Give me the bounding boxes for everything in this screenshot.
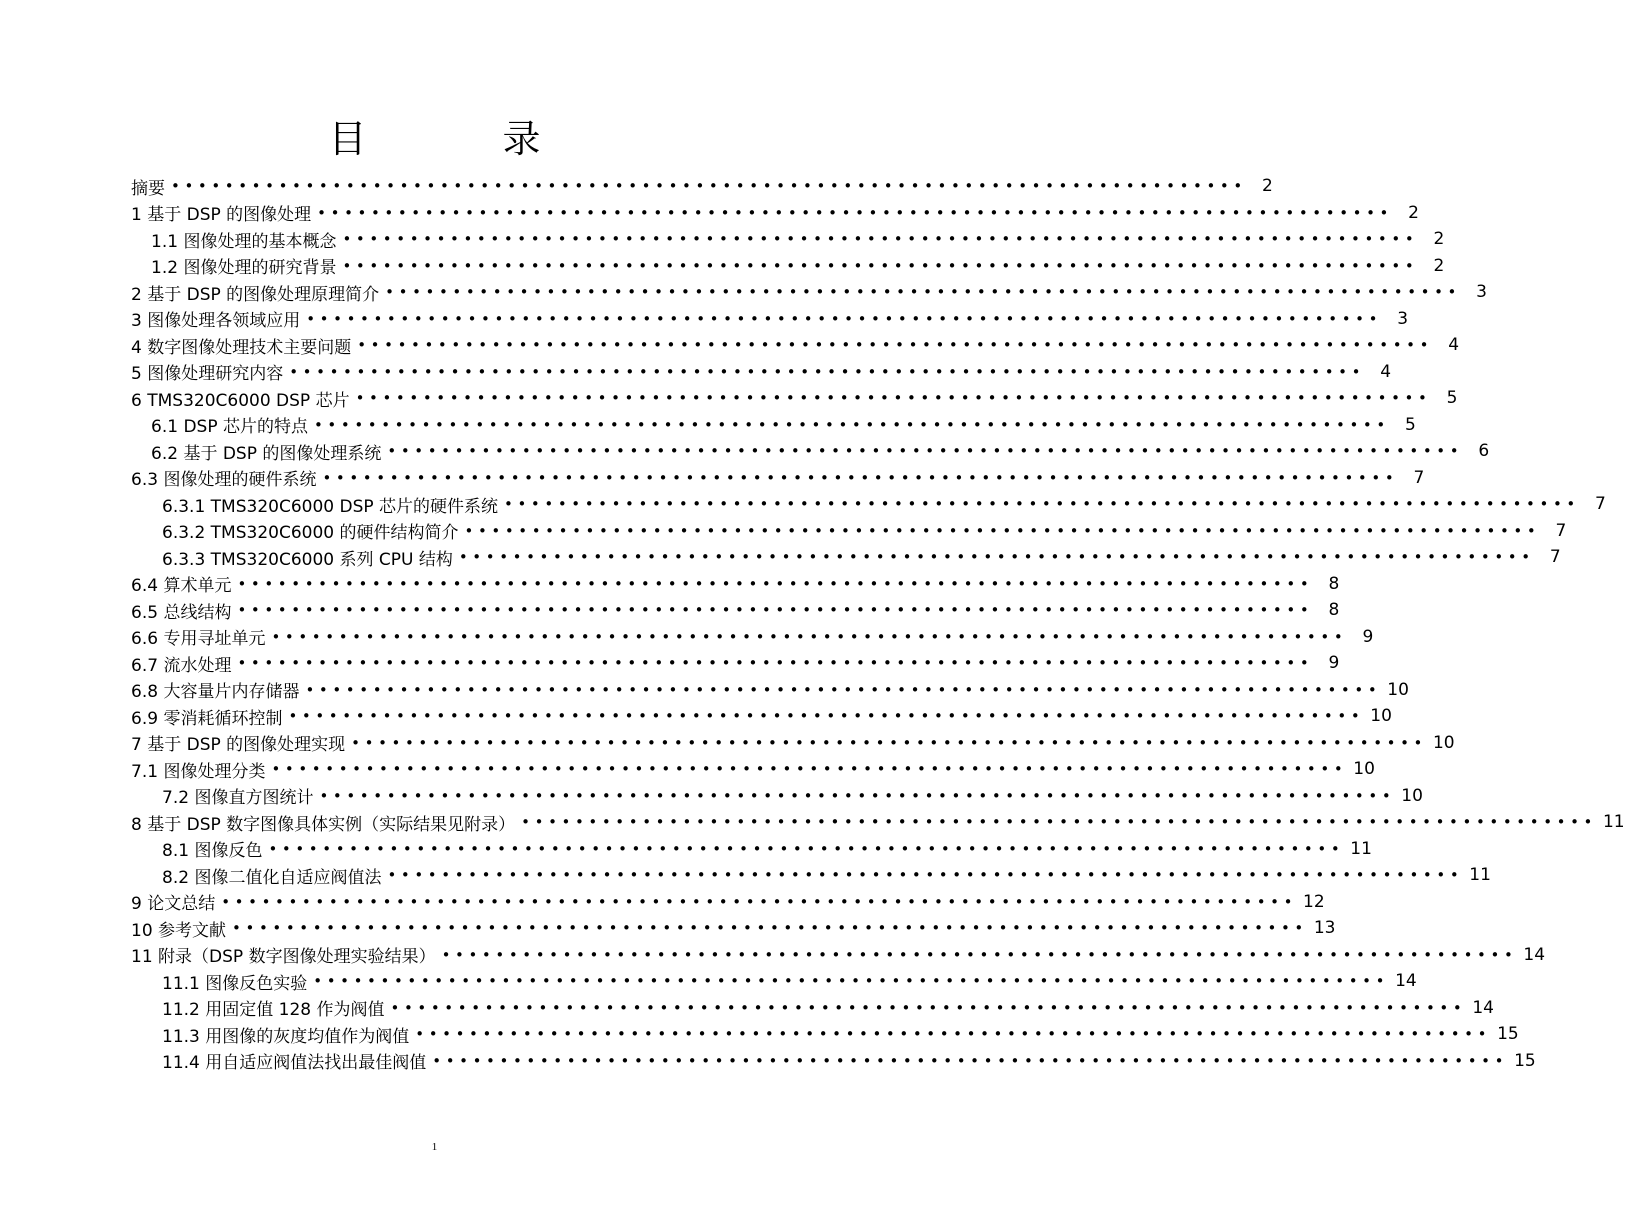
toc-entry-page: 2 bbox=[1433, 229, 1445, 250]
toc-entry-page: 11 bbox=[1469, 865, 1491, 886]
toc-entry-label: 摘要 bbox=[131, 178, 165, 199]
toc-entry-page: 6 bbox=[1478, 441, 1490, 462]
toc-entry[interactable] bbox=[131, 332, 1460, 359]
toc-entry[interactable] bbox=[131, 279, 1487, 306]
toc-leader-dots: •••••••••••••••••••••••••••••••••••••••••••••••••••••••••••••••••••••••••••••••• bbox=[237, 601, 1314, 620]
toc-entry-page: 15 bbox=[1514, 1050, 1536, 1071]
toc-entry-page: 9 bbox=[1362, 626, 1374, 647]
toc-leader-dots: •••••••••••••••••••••••••••••••••••••••••••••••••••••••••••••••••••••••••••••••• bbox=[387, 442, 1464, 461]
toc-entry[interactable] bbox=[131, 756, 1375, 783]
toc-entry-page: 11 bbox=[1602, 812, 1625, 833]
toc-leader-dots: •••••••••••••••••••••••••••••••••••••••••••••••••••••••••••••••••••••••••••••••• bbox=[271, 627, 1348, 646]
toc-leader-dots: •••••••••••••••••••••••••••••••••••••••••••••••••••••••••••••••••••••••••••••••• bbox=[351, 733, 1427, 752]
toc-entry[interactable] bbox=[131, 306, 1409, 333]
toc-leader-dots: •••••••••••••••••••••••••••••••••••••••••••••••••••••••••••••••••••••••••••••••• bbox=[458, 548, 1535, 567]
toc-entry-label: 11.2 用固定值 128 作为阀值 bbox=[162, 1000, 385, 1021]
toc-entry-label: 2 基于 DSP 的图像处理原理简介 bbox=[131, 284, 380, 305]
toc-entry-label: 6 TMS320C6000 DSP 芯片 bbox=[131, 390, 350, 411]
toc-entry-label: 6.1 DSP 芯片的特点 bbox=[151, 417, 308, 438]
toc-entry[interactable] bbox=[131, 915, 1336, 942]
toc-leader-dots: •••••••••••••••••••••••••••••••••••••••••••••••••••••••••••••••••••••••••••••••• bbox=[232, 919, 1308, 938]
toc-entry-page: 8 bbox=[1328, 573, 1340, 594]
toc-entry-page: 7 bbox=[1595, 494, 1606, 515]
toc-entry[interactable] bbox=[131, 862, 1491, 889]
toc-entry[interactable] bbox=[131, 889, 1325, 916]
toc-entry-label: 1.2 图像处理的研究背景 bbox=[151, 258, 337, 279]
toc-entry-label: 10 参考文献 bbox=[131, 920, 227, 941]
toc-entry[interactable] bbox=[131, 730, 1455, 757]
toc-leader-dots: •••••••••••••••••••••••••••••••••••••••••••••••••••••••••••••••••••••••••••••••• bbox=[504, 495, 1580, 514]
toc-entry-label: 4 数字图像处理技术主要问题 bbox=[131, 337, 352, 358]
toc-entry-label: 8.2 图像二值化自适应阀值法 bbox=[162, 867, 382, 888]
toc-entry-page: 2 bbox=[1433, 255, 1445, 276]
toc-leader-dots: •••••••••••••••••••••••••••••••••••••••••••••••••••••••••••••••••••••••••••••••• bbox=[319, 786, 1396, 805]
toc-entry[interactable] bbox=[131, 438, 1490, 465]
toc-leader-dots: •••••••••••••••••••••••••••••••••••••••••••••••••••••••••••••••••••••••••••••••• bbox=[432, 1051, 1509, 1070]
toc-entry[interactable] bbox=[131, 703, 1392, 730]
toc-entry-label: 6.3.3 TMS320C6000 系列 CPU 结构 bbox=[162, 549, 453, 570]
toc-entry-label: 7.2 图像直方图统计 bbox=[162, 788, 314, 809]
toc-leader-dots: •••••••••••••••••••••••••••••••••••••••••••••••••••••••••••••••••••••••••••••••• bbox=[221, 892, 1298, 911]
toc-entry-label: 8 基于 DSP 数字图像具体实例（实际结果见附录） bbox=[131, 814, 516, 835]
toc-leader-dots: •••••••••••••••••••••••••••••••••••••••••••••••••••••••••••••••••••••••••••••••• bbox=[171, 177, 1247, 196]
toc-entry[interactable] bbox=[131, 942, 1546, 969]
toc-entry[interactable] bbox=[131, 200, 1419, 227]
toc-entry-label: 6.2 基于 DSP 的图像处理系统 bbox=[151, 443, 382, 464]
toc-entry-label: 7 基于 DSP 的图像处理实现 bbox=[131, 735, 346, 756]
toc-entry-label: 9 论文总结 bbox=[131, 894, 216, 915]
toc-entry-page: 7 bbox=[1549, 547, 1561, 568]
toc-entry[interactable] bbox=[131, 1021, 1519, 1048]
toc-entry-page: 5 bbox=[1446, 388, 1458, 409]
toc-entry-page: 14 bbox=[1395, 971, 1417, 992]
toc-entry-label: 7.1 图像处理分类 bbox=[131, 761, 266, 782]
toc-entry[interactable] bbox=[131, 836, 1372, 863]
toc-entry-label: 6.3.2 TMS320C6000 的硬件结构简介 bbox=[162, 523, 459, 544]
toc-entry-page: 3 bbox=[1397, 308, 1409, 329]
page-title: 目 录 bbox=[328, 117, 603, 161]
toc-entry-label: 6.3 图像处理的硬件系统 bbox=[131, 470, 317, 491]
toc-entry-label: 11.4 用自适应阀值法找出最佳阀值 bbox=[162, 1053, 427, 1074]
toc-entry-page: 9 bbox=[1328, 653, 1340, 674]
toc-entry[interactable] bbox=[131, 968, 1417, 995]
toc-entry[interactable] bbox=[131, 624, 1374, 651]
toc-entry-label: 3 图像处理各领域应用 bbox=[131, 311, 301, 332]
toc-entry-label: 5 图像处理研究内容 bbox=[131, 364, 284, 385]
toc-entry-page: 4 bbox=[1448, 335, 1460, 356]
toc-entry[interactable] bbox=[131, 173, 1273, 200]
toc-leader-dots: •••••••••••••••••••••••••••••••••••••••••••••••••••••••••••••••••••••••••••••••• bbox=[237, 654, 1314, 673]
toc-entry-page: 2 bbox=[1261, 176, 1273, 197]
toc-entry[interactable] bbox=[131, 359, 1392, 386]
toc-entry-page: 15 bbox=[1497, 1024, 1519, 1045]
toc-entry[interactable] bbox=[131, 385, 1458, 412]
toc-entry-page: 10 bbox=[1370, 706, 1392, 727]
toc-leader-dots: •••••••••••••••••••••••••••••••••••••••••••••••••••••••••••••••••••••••••••••••• bbox=[441, 945, 1518, 964]
toc-leader-dots: •••••••••••••••••••••••••••••••••••••••••••••••••••••••••••••••••••••••••••••••• bbox=[271, 760, 1348, 779]
toc-entry-label: 11 附录（DSP 数字图像处理实验结果） bbox=[131, 947, 436, 968]
toc-entry-page: 2 bbox=[1408, 202, 1419, 223]
table-of-contents bbox=[131, 173, 1625, 1074]
toc-leader-dots: •••••••••••••••••••••••••••••••••••••••••••••••••••••••••••••••••••••••••••••••• bbox=[415, 1025, 1492, 1044]
toc-entry-page: 11 bbox=[1350, 838, 1372, 859]
toc-entry[interactable] bbox=[131, 465, 1425, 492]
toc-entry[interactable] bbox=[131, 677, 1409, 704]
toc-leader-dots: •••••••••••••••••••••••••••••••••••••••••••••••••••••••••••••••••••••••••••••••• bbox=[355, 389, 1432, 408]
toc-entry[interactable] bbox=[131, 809, 1625, 836]
toc-entry-page: 10 bbox=[1432, 732, 1455, 753]
toc-leader-dots: •••••••••••••••••••••••••••••••••••••••••••••••••••••••••••••••••••••••••••••••• bbox=[357, 336, 1434, 355]
toc-leader-dots: •••••••••••••••••••••••••••••••••••••••••••••••••••••••••••••••••••••••••••••••• bbox=[237, 574, 1314, 593]
toc-entry-label: 11.3 用图像的灰度均值作为阀值 bbox=[162, 1026, 410, 1047]
toc-entry[interactable] bbox=[131, 650, 1340, 677]
toc-entry-page: 10 bbox=[1401, 785, 1423, 806]
toc-leader-dots: •••••••••••••••••••••••••••••••••••••••••••••••••••••••••••••••••••••••••••••••• bbox=[464, 521, 1541, 540]
toc-entry-page: 7 bbox=[1555, 520, 1567, 541]
toc-entry[interactable] bbox=[131, 544, 1561, 571]
toc-entry[interactable] bbox=[131, 783, 1423, 810]
toc-entry-label: 1.1 图像处理的基本概念 bbox=[151, 231, 337, 252]
toc-entry-label: 6.8 大容量片内存储器 bbox=[131, 682, 300, 703]
toc-entry-page: 14 bbox=[1523, 944, 1546, 965]
toc-entry-label: 6.9 零消耗循环控制 bbox=[131, 708, 283, 729]
toc-entry[interactable] bbox=[131, 995, 1494, 1022]
page-number: 1 bbox=[431, 1141, 438, 1153]
toc-leader-dots: •••••••••••••••••••••••••••••••••••••••••••••••••••••••••••••••••••••••••••••••• bbox=[342, 256, 1419, 275]
toc-entry-page: 5 bbox=[1404, 414, 1416, 435]
toc-entry[interactable] bbox=[131, 1048, 1536, 1075]
toc-entry-label: 6.3.1 TMS320C6000 DSP 芯片的硬件系统 bbox=[162, 496, 499, 517]
toc-entry-label: 8.1 图像反色 bbox=[162, 841, 263, 862]
toc-leader-dots: •••••••••••••••••••••••••••••••••••••••••••••••••••••••••••••••••••••••••••••••• bbox=[313, 415, 1390, 434]
toc-leader-dots: •••••••••••••••••••••••••••••••••••••••••••••••••••••••••••••••••••••••••••••••• bbox=[317, 203, 1393, 222]
toc-entry-page: 3 bbox=[1476, 282, 1487, 303]
toc-leader-dots: •••••••••••••••••••••••••••••••••••••••••••••••••••••••••••••••••••••••••••••••• bbox=[306, 309, 1383, 328]
toc-entry-label: 6.5 总线结构 bbox=[131, 602, 232, 623]
toc-leader-dots: •••••••••••••••••••••••••••••••••••••••••••••••••••••••••••••••••••••••••••••••• bbox=[342, 230, 1419, 249]
toc-entry[interactable] bbox=[131, 226, 1445, 253]
toc-leader-dots: •••••••••••••••••••••••••••••••••••••••••••••••••••••••••••••••••••••••••••••••• bbox=[268, 839, 1345, 858]
toc-entry-label: 6.7 流水处理 bbox=[131, 655, 232, 676]
toc-entry-page: 14 bbox=[1472, 997, 1494, 1018]
toc-leader-dots: •••••••••••••••••••••••••••••••••••••••••••••••••••••••••••••••••••••••••••••••• bbox=[385, 283, 1461, 302]
toc-entry-page: 10 bbox=[1387, 679, 1409, 700]
toc-leader-dots: •••••••••••••••••••••••••••••••••••••••••••••••••••••••••••••••••••••••••••••••• bbox=[390, 998, 1467, 1017]
toc-leader-dots: •••••••••••••••••••••••••••••••••••••••••••••••••••••••••••••••••••••••••••••••• bbox=[288, 707, 1365, 726]
toc-leader-dots: •••••••••••••••••••••••••••••••••••••••••••••••••••••••••••••••••••••••••••••••• bbox=[521, 813, 1597, 832]
toc-entry[interactable] bbox=[131, 253, 1445, 280]
toc-leader-dots: •••••••••••••••••••••••••••••••••••••••••••••••••••••••••••••••••••••••••••••••• bbox=[289, 362, 1366, 381]
toc-entry[interactable] bbox=[131, 491, 1606, 518]
toc-entry-page: 8 bbox=[1328, 600, 1340, 621]
toc-entry-page: 4 bbox=[1380, 361, 1392, 382]
toc-leader-dots: •••••••••••••••••••••••••••••••••••••••••••••••••••••••••••••••••••••••••••••••• bbox=[305, 680, 1382, 699]
toc-entry[interactable] bbox=[131, 412, 1416, 439]
toc-entry[interactable] bbox=[131, 597, 1340, 624]
toc-entry[interactable] bbox=[131, 518, 1567, 545]
toc-entry-page: 13 bbox=[1313, 918, 1336, 939]
toc-entry-page: 7 bbox=[1413, 467, 1425, 488]
toc-leader-dots: •••••••••••••••••••••••••••••••••••••••••••••••••••••••••••••••••••••••••••••••• bbox=[313, 972, 1390, 991]
toc-entry-label: 6.4 算术单元 bbox=[131, 576, 232, 597]
toc-leader-dots: •••••••••••••••••••••••••••••••••••••••••••••••••••••••••••••••••••••••••••••••• bbox=[322, 468, 1399, 487]
toc-entry-label: 11.1 图像反色实验 bbox=[162, 973, 308, 994]
toc-entry-page: 12 bbox=[1303, 891, 1325, 912]
toc-leader-dots: •••••••••••••••••••••••••••••••••••••••••••••••••••••••••••••••••••••••••••••••• bbox=[387, 866, 1464, 885]
toc-entry[interactable] bbox=[131, 571, 1340, 598]
toc-entry-page: 10 bbox=[1353, 759, 1375, 780]
toc-entry-label: 6.6 专用寻址单元 bbox=[131, 629, 266, 650]
toc-entry-label: 1 基于 DSP 的图像处理 bbox=[131, 205, 312, 226]
